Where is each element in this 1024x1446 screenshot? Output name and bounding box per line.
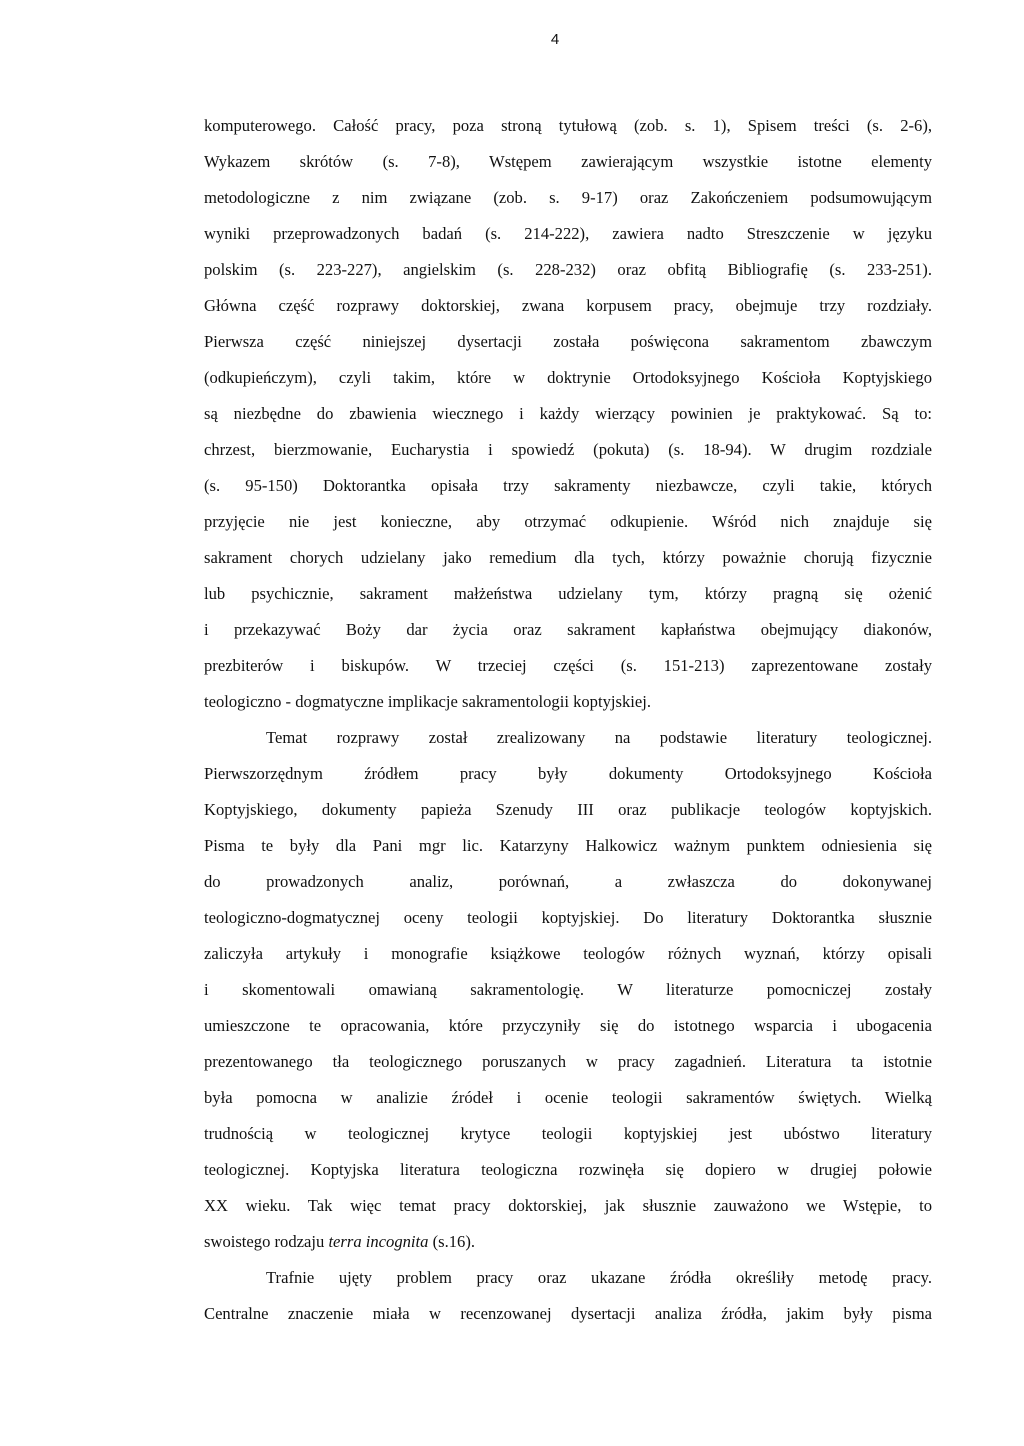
text-line: teologiczno-dogmatycznej oceny teologii koptyjskiej. Do literatury Doktorantka słusznie	[204, 908, 932, 927]
text-line: teologicznej. Koptyjska literatura teologiczna rozwinęła się dopiero w drugiej połowie	[204, 1160, 932, 1179]
text-line: wyniki przeprowadzonych badań (s. 214-222), zawiera nadto Streszczenie w języku	[204, 224, 932, 243]
page-number: 4	[550, 31, 560, 48]
text-segment: swoistego rodzaju	[204, 1232, 325, 1251]
text-line: Trafnie ujęty problem pracy oraz ukazane źródła określiły metodę pracy.	[266, 1268, 932, 1287]
text-line: Wykazem skrótów (s. 7-8), Wstępem zawierającym wszystkie istotne elementy	[204, 152, 932, 171]
text-line: była pomocna w analizie źródeł i ocenie teologii sakramentów świętych. Wielką	[204, 1088, 932, 1107]
text-line: Centralne znaczenie miała w recenzowanej dysertacji analiza źródła, jakim były pisma	[204, 1304, 932, 1323]
text-line: lub psychicznie, sakrament małżeństwa udzielany tym, którzy pragną się ożenić	[204, 584, 932, 603]
text-line: sakrament chorych udzielany jako remedium dla tych, którzy poważnie chorują fizycznie	[204, 548, 932, 567]
text-line: prezentowanego tła teologicznego poruszanych w pracy zagadnień. Literatura ta istotnie	[204, 1052, 932, 1071]
text-line: Główna część rozprawy doktorskiej, zwana korpusem pracy, obejmuje trzy rozdziały.	[204, 296, 932, 315]
text-line: (odkupieńczym), czyli takim, które w doktrynie Ortodoksyjnego Kościoła Koptyjskiego	[204, 368, 932, 387]
text-line: teologiczno - dogmatyczne implikacje sakramentologii koptyjskiej.	[204, 692, 651, 711]
text-line: Pisma te były dla Pani mgr lic. Katarzyny Halkowicz ważnym punktem odniesienia się	[204, 836, 932, 855]
text-line: i skomentowali omawianą sakramentologię. W literaturze pomocniczej zostały	[204, 980, 932, 999]
text-line: prezbiterów i biskupów. W trzeciej części (s. 151-213) zaprezentowane zostały	[204, 656, 932, 675]
text-line: są niezbędne do zbawienia wiecznego i każdy wierzący powinien je praktykować. Są to:	[204, 404, 932, 423]
text-line: metodologiczne z nim związane (zob. s. 9-17) oraz Zakończeniem podsumowującym	[204, 188, 932, 207]
text-line: umieszczone te opracowania, które przyczyniły się do istotnego wsparcia i ubogacenia	[204, 1016, 932, 1035]
text-line: Temat rozprawy został zrealizowany na podstawie literatury teologicznej.	[266, 728, 932, 747]
text-line: i przekazywać Boży dar życia oraz sakrament kapłaństwa obejmujący diakonów,	[204, 620, 932, 639]
text-line: komputerowego. Całość pracy, poza stroną tytułową (zob. s. 1), Spisem treści (s. 2-6),	[204, 116, 932, 135]
text-line: przyjęcie nie jest konieczne, aby otrzymać odkupienie. Wśród nich znajduje się	[204, 512, 932, 531]
text-line: trudnością w teologicznej krytyce teologii koptyjskiej jest ubóstwo literatury	[204, 1124, 932, 1143]
text-line: Pierwszorzędnym źródłem pracy były dokumenty Ortodoksyjnego Kościoła	[204, 764, 932, 783]
text-line: polskim (s. 223-227), angielskim (s. 228-232) oraz obfitą Bibliografię (s. 233-251).	[204, 260, 932, 279]
text-line: XX wieku. Tak więc temat pracy doktorskiej, jak słusznie zauważono we Wstępie, to	[204, 1196, 932, 1215]
text-line: chrzest, bierzmowanie, Eucharystia i spowiedź (pokuta) (s. 18-94). W drugim rozdziale	[204, 440, 932, 459]
text-segment: (s.16).	[432, 1232, 476, 1251]
text-line	[204, 1228, 932, 1256]
text-line: Koptyjskiego, dokumenty papieża Szenudy III oraz publikacje teologów koptyjskich.	[204, 800, 932, 819]
text-line: do prowadzonych analiz, porównań, a zwłaszcza do dokonywanej	[204, 872, 932, 891]
italic-phrase: terra incognita	[328, 1232, 429, 1251]
text-line: Pierwsza część niniejszej dysertacji została poświęcona sakramentom zbawczym	[204, 332, 932, 351]
text-line: zaliczyła artykuły i monografie książkowe teologów różnych wyznań, którzy opisali	[204, 944, 932, 963]
text-line: (s. 95-150) Doktorantka opisała trzy sakramenty niezbawcze, czyli takie, których	[204, 476, 932, 495]
